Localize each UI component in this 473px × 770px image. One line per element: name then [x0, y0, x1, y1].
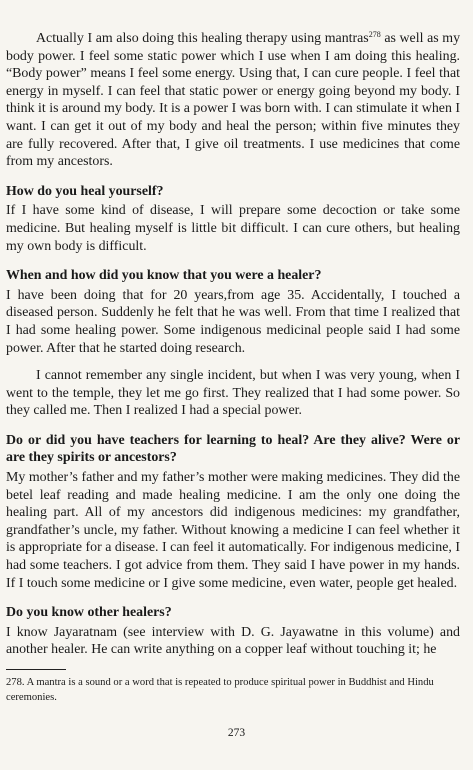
question-other-healers: Do you know other healers?: [6, 605, 172, 621]
footnote-text: A mantra is a sound or a word that is repeated to produce spiritual power in Buddhist and Hindu ceremonies.: [6, 677, 434, 703]
question-when-healer: When and how did you know that you were a healer?: [6, 268, 322, 284]
answer-when-healer: I have been doing that for 20 years,from age 35. Accidentally, I touched a diseased person. Suddenly he felt that he was well. From that time I realized that I had some healing power. Some indigenous medicinal people said I had some power. After that he started doing research.: [6, 287, 460, 356]
footnote-reference: 278: [368, 30, 381, 39]
footnote-number: 278.: [6, 677, 25, 688]
answer-heal-yourself: If I have some kind of disease, I will prepare some decoction or take some medicine. But healing myself is little bit difficult. I can cure others, but healing my own body is difficult.: [6, 203, 460, 254]
intro-text-end: as well as my body power. I feel some static power which I use when I am doing this healing. “Body power” means I feel some energy. Using that, I can cure people. I feel that energy in myself. I can feel that static power or energy going beyond my body. I think it is around my body. It is a power I was born with. I can stimulate it when I want. I can get it out of my body and heal the person; within five minutes they are fully recovered. After that, I give oil treatments. I use medicines that come from my ancestors.: [6, 31, 461, 170]
footnote-divider: [6, 669, 66, 670]
footnote: [6, 676, 460, 705]
intro-paragraph: [6, 30, 460, 171]
answer-when-healer-continued: I cannot remember any single incident, but when I was very young, when I went to the temple, they let me go first. They realized that I had some power. So they called me. Then I realized I had a special power.: [6, 368, 460, 419]
intro-text-start: Actually I am also doing this healing therapy using mantras: [36, 31, 369, 46]
question-heal-yourself: How do you heal yourself?: [6, 183, 164, 199]
page-number: 273: [227, 727, 246, 739]
answer-other-healers: I know Jayaratnam (see interview with D. G. Jayawatne in this volume) and another healer. He can write anything on a copper leaf without touching it; he: [6, 624, 460, 658]
answer-teachers: My mother’s father and my father’s mother were making medicines. They did the betel leaf reading and made healing medicine. I am the only one doing the healing part. All of my ancestors did indigenous medicines: my grandfather, grandfather’s uncle, my father. Without knowing a medicine I can feel whether it is appropriate for a disease. I can feel it automatically. For indigenous medicine, I had some teachers. I got advice from them. They said I have power in my hands. If I touch some medicine or I give some medicine, even water, people get healed.: [6, 470, 460, 591]
question-teachers: Do or did you have teachers for learning to heal? Are they alive? Were or are they spirits or ancestors?: [6, 432, 460, 466]
